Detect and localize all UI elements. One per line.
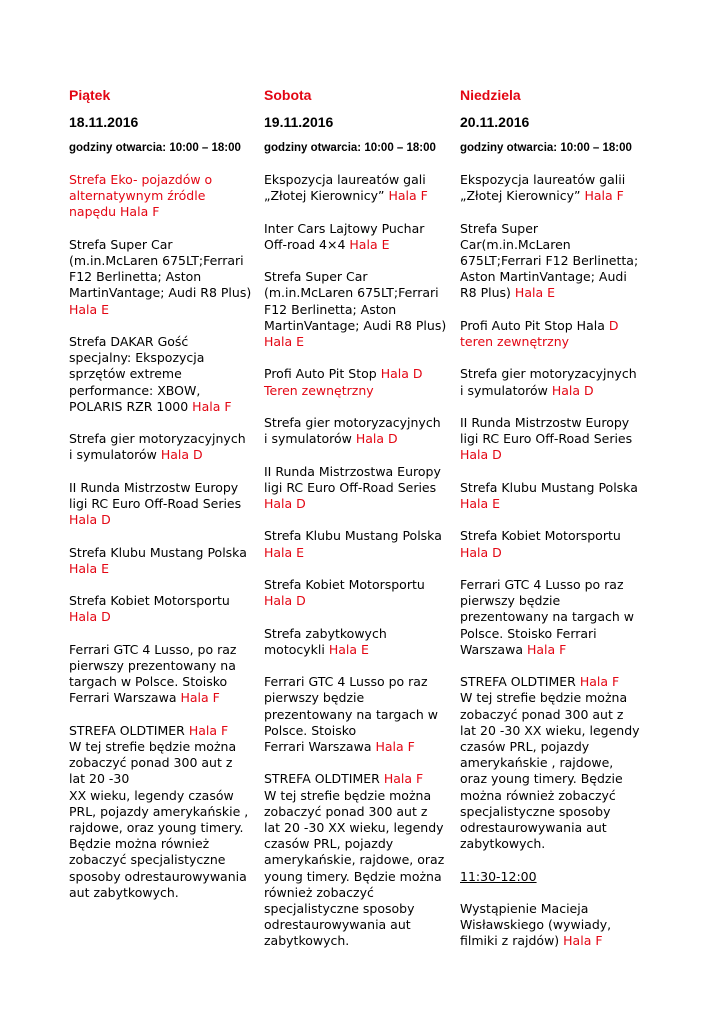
event-text: i symulatorów	[264, 431, 352, 447]
day-column-friday	[69, 84, 263, 917]
event-text: Car(m.in.McLaren	[460, 236, 571, 252]
event-text: STREFA OLDTIMER	[460, 674, 576, 690]
event-description: specjalistyczne sposoby	[264, 900, 415, 916]
event-text: i symulatorów	[69, 447, 157, 463]
event-item	[69, 480, 263, 529]
event-item	[460, 674, 654, 852]
event-item	[264, 577, 458, 609]
event-text: 11:30-12:00	[460, 868, 537, 884]
hall-label: D	[608, 317, 619, 333]
event-item	[264, 464, 458, 513]
event-description: young timery. Będzie można	[264, 868, 442, 884]
event-item	[460, 366, 654, 398]
event-description: XX wieku, legendy czasów	[69, 787, 234, 803]
hall-label: Hala F	[188, 722, 229, 738]
day-date: 20.11.2016	[460, 114, 530, 130]
event-text: STREFA OLDTIMER	[69, 722, 185, 738]
event-item	[264, 221, 458, 253]
hall-label: Hala F	[180, 690, 220, 706]
event-description: rajdowe, oraz young timery.	[69, 820, 244, 835]
event-description: lat 20 -30 XX wieku, legendy	[264, 819, 444, 835]
event-text: Strefa gier motoryzacyjnych	[264, 414, 441, 430]
event-text: Ekspozycja laureatów gali	[264, 172, 426, 187]
event-list	[460, 172, 654, 950]
event-text: MartinVantage; Audi R8 Plus)	[69, 285, 252, 301]
event-description: zobaczyć ponad 300 aut z	[264, 803, 428, 819]
event-text: F12 Berlinetta; Aston	[264, 301, 397, 317]
opening-hours: godziny otwarcia: 10:00 – 18:00	[264, 142, 436, 154]
event-text: 675LT;Ferrari F12 Berlinetta;	[460, 253, 639, 268]
hall-label: Hala D	[460, 544, 502, 560]
hall-label: Hala E	[69, 301, 110, 317]
event-item	[460, 901, 654, 950]
event-text: sprzętów extreme	[69, 366, 182, 382]
event-text: Inter Cars Lajtowy Puchar	[264, 220, 425, 236]
event-text: Strefa Eko- pojazdów o	[69, 172, 213, 187]
event-description: specjalistyczne sposoby	[460, 803, 611, 819]
event-item	[460, 869, 654, 885]
event-text: F12 Berlinetta; Aston	[69, 269, 202, 285]
event-text: II Runda Mistrzostw Europy	[460, 414, 630, 430]
day-name: Sobota	[264, 87, 312, 103]
hall-label: Hala D	[69, 512, 111, 528]
event-text: „Złotej Kierownicy”	[264, 188, 385, 204]
event-text: MartinVantage; Audi R8 Plus)	[264, 317, 447, 333]
location-label: teren zewnętrzny	[460, 334, 570, 349]
hall-label: Hala D	[160, 447, 203, 463]
event-text: POLARIS RZR 1000	[69, 398, 189, 414]
event-description: aut zabytkowych.	[69, 884, 179, 900]
opening-hours: godziny otwarcia: 10:00 – 18:00	[69, 142, 241, 154]
event-text: Strefa Klubu Mustang Polska	[264, 528, 442, 544]
event-item	[69, 593, 263, 625]
event-item	[69, 172, 263, 221]
event-text: Strefa Kobiet Motorsportu	[264, 576, 425, 592]
day-column-saturday	[264, 84, 458, 966]
hall-label: Hala E	[328, 641, 369, 657]
event-text: Warszawa	[460, 641, 523, 657]
event-item	[264, 269, 458, 350]
event-text: specjalny: Ekspozycja	[69, 350, 205, 366]
event-description: lat 20 -30 XX wieku, legendy	[460, 722, 640, 738]
event-text: Aston MartinVantage; Audi	[460, 269, 627, 285]
event-text: Strefa DAKAR Gość	[69, 334, 189, 349]
event-item	[69, 431, 263, 463]
event-text: prezentowany na targach w	[460, 609, 635, 625]
event-item	[69, 237, 263, 318]
hall-label: Hala D	[264, 495, 306, 511]
event-item	[264, 771, 458, 949]
event-item	[460, 528, 654, 560]
event-text: targach w Polsce. Stoisko	[69, 674, 228, 690]
event-item	[264, 626, 458, 658]
event-text: filmiki z rajdów)	[460, 933, 560, 949]
hall-label: Hala E	[514, 285, 555, 301]
event-item	[264, 415, 458, 447]
event-text: (m.in.McLaren 675LT;Ferrari	[264, 285, 439, 301]
hall-label: Hala E	[69, 560, 110, 576]
event-description: zobaczyć ponad 300 aut z	[460, 706, 624, 722]
hall-label: Hala F	[375, 738, 415, 754]
event-item	[69, 642, 263, 707]
event-text: Wystąpienie Macieja	[460, 900, 589, 916]
event-text: „Złotej Kierownicy”	[460, 188, 581, 204]
event-text: napędu Hala F	[69, 204, 160, 220]
event-text: II Runda Mistrzostwa Europy	[264, 463, 441, 479]
event-text: Strefa Klubu Mustang Polska	[460, 479, 638, 495]
event-description: Będzie można również	[69, 836, 210, 852]
hall-label: Hala E	[460, 495, 501, 511]
event-text: Ferrari Warszawa	[69, 690, 177, 706]
hall-label: Hala E	[264, 334, 305, 349]
event-description: odrestaurowywania aut	[460, 820, 607, 835]
event-text: ligi RC Euro Off-Road Series	[69, 496, 242, 511]
event-list	[264, 172, 458, 950]
event-item	[460, 415, 654, 464]
hall-label: Hala E	[349, 236, 390, 252]
event-text: performance: XBOW,	[69, 382, 201, 398]
event-description: zabytkowych.	[264, 933, 350, 949]
hall-label: Hala D	[264, 593, 306, 609]
event-description: oraz young timery. Będzie	[460, 771, 623, 787]
event-text: STREFA OLDTIMER	[264, 771, 380, 787]
event-item	[264, 674, 458, 755]
event-text: II Runda Mistrzostw Europy	[69, 479, 239, 495]
hall-label: Hala F	[563, 933, 603, 949]
event-text: Off-road 4×4	[264, 236, 346, 252]
event-description: W tej strefie będzie można	[69, 738, 237, 754]
event-text: Strefa Kobiet Motorsportu	[69, 593, 230, 609]
hall-label: Hala D	[380, 366, 423, 382]
event-text: Strefa Klubu Mustang Polska	[69, 544, 247, 560]
hall-label: Hala E	[264, 544, 305, 560]
event-text: Ekspozycja laureatów galii	[460, 172, 626, 187]
day-column-sunday	[460, 84, 654, 966]
event-item	[264, 366, 458, 398]
hall-label: Hala F	[579, 674, 620, 690]
event-item	[460, 172, 654, 204]
event-text: Strefa gier motoryzacyjnych	[69, 431, 246, 447]
event-text: Profi Auto Pit Stop Hala	[460, 317, 605, 333]
event-description: PRL, pojazdy amerykańskie ,	[69, 803, 249, 819]
event-item	[69, 545, 263, 577]
hall-label: Hala D	[551, 382, 594, 398]
event-description: zabytkowych.	[460, 836, 546, 852]
event-text: ligi RC Euro Off-Road Series	[460, 431, 633, 447]
event-description: W tej strefie będzie można	[460, 690, 628, 706]
day-name: Piątek	[69, 87, 111, 103]
event-text: Strefa Super	[460, 220, 539, 236]
event-description: amerykańskie , rajdowe,	[460, 755, 614, 771]
event-text: Strefa Super Car	[69, 236, 173, 252]
hall-label: Hala F	[526, 641, 567, 657]
hall-label: Hala F	[584, 188, 624, 204]
event-item	[264, 172, 458, 204]
event-text: Wisławskiego (wywiady,	[460, 917, 612, 933]
event-description: zobaczyć specjalistyczne	[69, 852, 226, 868]
event-text: pierwszy będzie	[460, 593, 561, 609]
event-text: pierwszy prezentowany na	[69, 657, 236, 673]
event-description: zobaczyć ponad 300 aut z	[69, 755, 233, 771]
event-text: R8 Plus)	[460, 285, 511, 301]
event-text: Strefa Kobiet Motorsportu	[460, 528, 621, 544]
event-item	[460, 221, 654, 302]
event-description: sposoby odrestaurowywania	[69, 868, 247, 884]
event-description: amerykańskie, rajdowe, oraz	[264, 852, 445, 868]
day-name: Niedziela	[460, 87, 521, 103]
event-text: i symulatorów	[460, 382, 548, 398]
event-description: również zobaczyć	[264, 884, 374, 900]
event-text: Ferrari GTC 4 Lusso, po raz	[69, 641, 237, 657]
event-item	[460, 480, 654, 512]
hall-label: Hala F	[192, 398, 232, 414]
event-description: W tej strefie będzie można	[264, 787, 432, 803]
event-text: Ferrari GTC 4 Lusso po raz	[460, 576, 624, 592]
event-text: Strefa zabytkowych	[264, 625, 387, 641]
event-text: ligi RC Euro Off-Road Series	[264, 479, 437, 495]
event-text: Profi Auto Pit Stop	[264, 366, 377, 382]
hall-label: Hala F	[383, 771, 424, 787]
event-text: Ferrari Warszawa	[264, 738, 372, 754]
hall-label: Hala D	[69, 609, 111, 625]
event-text: Strefa gier motoryzacyjnych	[460, 366, 637, 382]
event-text: motocykli	[264, 641, 325, 657]
hall-label: Hala D	[355, 431, 398, 447]
event-text: Ferrari GTC 4 Lusso po raz	[264, 674, 428, 690]
event-item	[264, 528, 458, 560]
day-date: 19.11.2016	[264, 114, 334, 130]
event-text: Strefa Super Car	[264, 269, 368, 285]
hall-label: Hala D	[460, 447, 502, 463]
event-text: Polsce. Stoisko	[264, 722, 357, 738]
event-description: lat 20 -30	[69, 771, 130, 787]
event-text: Polsce. Stoisko Ferrari	[460, 625, 597, 641]
event-description: odrestaurowywania aut	[264, 917, 411, 933]
event-text: pierwszy będzie	[264, 690, 365, 706]
event-text: (m.in.McLaren 675LT;Ferrari	[69, 253, 244, 268]
event-description: czasów PRL, pojazdy	[460, 738, 590, 754]
event-item	[460, 318, 654, 350]
event-description: czasów PRL, pojazdy	[264, 836, 394, 852]
event-item	[69, 723, 263, 901]
event-text: prezentowany na targach w	[264, 706, 439, 722]
event-list	[69, 172, 263, 901]
event-text: alternatywnym źródle	[69, 188, 206, 204]
event-item	[69, 334, 263, 415]
event-item	[460, 577, 654, 658]
day-date: 18.11.2016	[69, 114, 139, 130]
opening-hours: godziny otwarcia: 10:00 – 18:00	[460, 142, 632, 154]
location-label: Teren zewnętrzny	[264, 382, 374, 398]
hall-label: Hala F	[388, 188, 428, 204]
event-description: można również zobaczyć	[460, 787, 616, 803]
